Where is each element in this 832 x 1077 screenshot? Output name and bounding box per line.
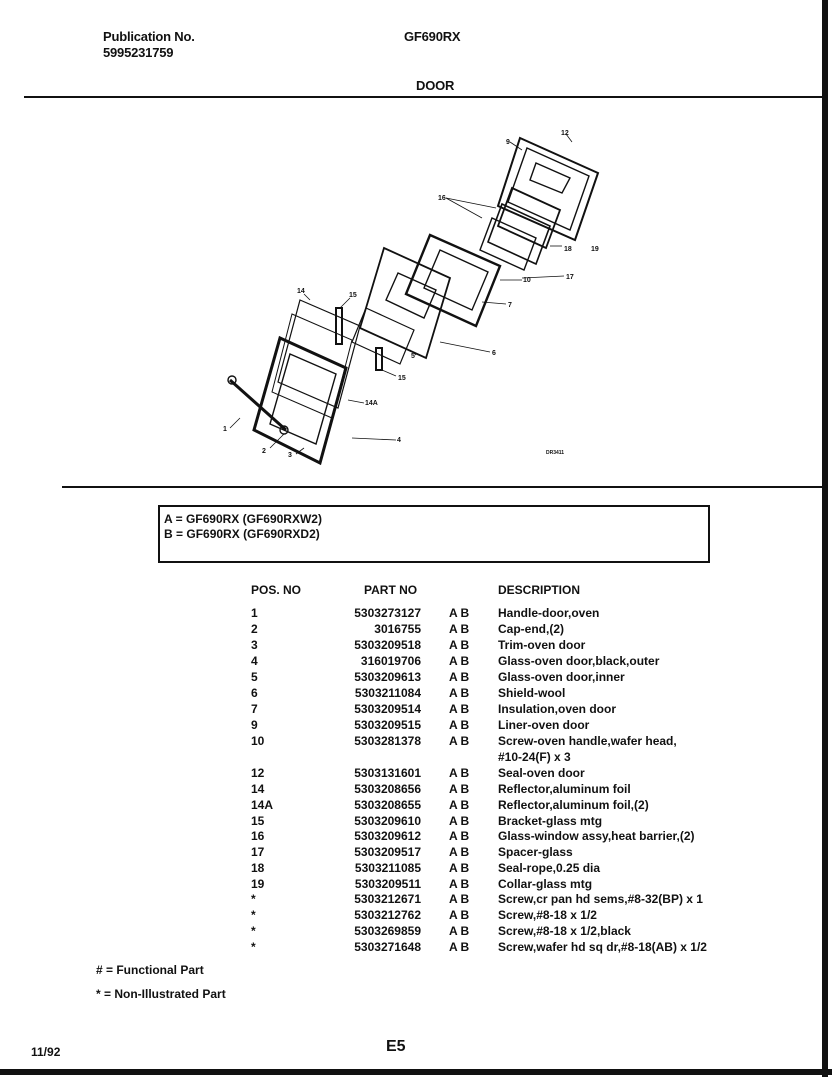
- table-row: [0, 686, 832, 702]
- table-row: [0, 766, 832, 782]
- bracket-glass-mtg-part: [336, 308, 382, 370]
- model-cell: A B: [449, 829, 470, 843]
- pos-cell: 10: [251, 734, 265, 748]
- pos-cell: 14A: [251, 798, 274, 812]
- model-cell: A B: [449, 654, 470, 668]
- callout-2: 2: [262, 448, 266, 455]
- table-row: [0, 892, 832, 908]
- description-cell: Seal-oven door: [498, 766, 585, 780]
- pos-cell: 6: [251, 686, 258, 700]
- model-cell: A B: [449, 814, 470, 828]
- part-cell: 5303131601: [354, 766, 421, 780]
- description-cell: Glass-oven door,black,outer: [498, 654, 660, 668]
- pos-cell: 17: [251, 845, 265, 859]
- model-cell: A B: [449, 686, 470, 700]
- table-row: [0, 718, 832, 734]
- pos-cell: 2: [251, 622, 258, 636]
- part-cell: 5303209517: [354, 845, 421, 859]
- column-header-part: PART NO: [364, 583, 418, 597]
- description-cell: Screw,#8-18 x 1/2: [498, 908, 597, 922]
- table-row: [0, 924, 832, 940]
- model-cell: A B: [449, 622, 470, 636]
- model-cell: A B: [449, 766, 470, 780]
- callout-18: 18: [564, 246, 572, 253]
- part-cell: 5303208656: [354, 782, 421, 796]
- description-cell: Screw-oven handle,wafer head,: [498, 734, 677, 748]
- description-cell: Handle-door,oven: [498, 606, 600, 620]
- liner-oven-door-part: [406, 235, 500, 326]
- functional-part-note: # = Functional Part: [96, 963, 204, 977]
- part-cell: 5303209511: [354, 877, 421, 891]
- model-cell: A B: [449, 877, 470, 891]
- callout-7: 7: [508, 302, 512, 309]
- part-cell: 5303271648: [354, 940, 421, 954]
- part-cell: 5303281378: [354, 734, 421, 748]
- table-row: [0, 877, 832, 893]
- model-key: B: [164, 527, 173, 541]
- pos-cell: 19: [251, 877, 265, 891]
- table-row: [0, 940, 832, 956]
- callout-12: 12: [561, 130, 569, 137]
- model-cell: A B: [449, 718, 470, 732]
- page-number: E5: [386, 1038, 406, 1055]
- model-legend-b: [164, 527, 320, 541]
- callout-6: 6: [492, 350, 496, 357]
- callout-3: 3: [288, 452, 292, 459]
- callout-15-bottom: 15: [398, 375, 406, 382]
- callout-16: 16: [438, 195, 446, 202]
- callout-10: 10: [523, 277, 531, 284]
- pos-cell: 15: [251, 814, 265, 828]
- callout-leaders: [230, 134, 572, 454]
- model-cell: A B: [449, 798, 470, 812]
- header-rule: [24, 96, 822, 98]
- model-cell: A B: [449, 606, 470, 620]
- description-cell: Liner-oven door: [498, 718, 590, 732]
- model-cell: A B: [449, 861, 470, 875]
- description-cell: Screw,#8-18 x 1/2,black: [498, 924, 631, 938]
- pos-cell: 5: [251, 670, 258, 684]
- trim-outer-glass-part: [254, 338, 346, 463]
- section-title: DOOR: [416, 78, 455, 93]
- model-cell: A B: [449, 782, 470, 796]
- model-text: GF690RX (GF690RXD2): [186, 527, 320, 541]
- table-row: [0, 670, 832, 686]
- part-cell: 5303209610: [354, 814, 421, 828]
- description-cell: Seal-rope,0.25 dia: [498, 861, 601, 875]
- part-cell: 5303208655: [354, 798, 421, 812]
- insulation-oven-door-part: [360, 248, 450, 358]
- table-row: [0, 638, 832, 654]
- description-cell: Collar-glass mtg: [498, 877, 593, 891]
- part-cell: 316019706: [360, 654, 421, 668]
- model-cell: A B: [449, 892, 470, 906]
- table-row: [0, 908, 832, 924]
- model-key: A: [164, 512, 173, 526]
- pos-cell: 7: [251, 702, 258, 716]
- part-cell: 5303209613: [354, 670, 421, 684]
- callout-15-top: 15: [349, 292, 357, 299]
- table-row: [0, 702, 832, 718]
- model-cell: A B: [449, 702, 470, 716]
- exploded-door-diagram: [200, 118, 620, 468]
- description-cell: Screw,wafer hd sq dr,#8-18(AB) x 1/2: [498, 940, 707, 954]
- pos-cell: *: [251, 908, 256, 922]
- column-header-description: DESCRIPTION: [498, 583, 581, 597]
- description-cell: Insulation,oven door: [498, 702, 617, 716]
- part-cell: 5303211084: [354, 686, 421, 700]
- callout-17: 17: [566, 274, 574, 281]
- pos-cell: 14: [251, 782, 265, 796]
- part-cell: 5303209612: [354, 829, 421, 843]
- pos-cell: 4: [251, 654, 258, 668]
- part-cell: 3016755: [374, 622, 421, 636]
- part-cell: 5303209515: [354, 718, 421, 732]
- pos-cell: 18: [251, 861, 265, 875]
- model-cell: A B: [449, 924, 470, 938]
- pos-cell: *: [251, 892, 256, 906]
- section-rule: [62, 486, 822, 488]
- part-cell: 5303209514: [354, 702, 421, 716]
- callout-14: 14: [297, 288, 305, 295]
- model-text: GF690RX (GF690RXW2): [185, 512, 322, 526]
- model-cell: A B: [449, 638, 470, 652]
- description-cell: Glass-window assy,heat barrier,(2): [498, 829, 695, 843]
- table-row: [0, 798, 832, 814]
- pos-cell: 1: [251, 606, 258, 620]
- model-separator: =: [176, 527, 184, 541]
- diagram-code: DR3411: [546, 450, 565, 456]
- callout-4: 4: [397, 437, 401, 444]
- footer-date: 11/92: [31, 1045, 61, 1059]
- description-cell: Spacer-glass: [498, 845, 573, 859]
- table-row: [0, 654, 832, 670]
- callout-19: 19: [591, 246, 599, 253]
- column-header-pos: POS. NO: [251, 583, 302, 597]
- pos-cell: *: [251, 940, 256, 954]
- callout-9: 9: [506, 139, 510, 146]
- model-cell: A B: [449, 908, 470, 922]
- description-cell: Screw,cr pan hd sems,#8-32(BP) x 1: [498, 892, 703, 906]
- non-illustrated-part-note: * = Non-Illustrated Part: [96, 987, 226, 1001]
- part-cell: 5303209518: [354, 638, 421, 652]
- model-cell: A B: [449, 670, 470, 684]
- callout-1: 1: [223, 426, 227, 433]
- reflector-foil-part: [272, 300, 360, 418]
- pos-cell: 12: [251, 766, 265, 780]
- pos-cell: 3: [251, 638, 258, 652]
- description-cell: Trim-oven door: [498, 638, 586, 652]
- model-cell: A B: [449, 734, 470, 748]
- description-cell: Bracket-glass mtg: [498, 814, 603, 828]
- model-separator: =: [175, 512, 183, 526]
- model-legend-box: [158, 505, 710, 563]
- part-cell: 5303211085: [354, 861, 421, 875]
- table-row: [0, 782, 832, 798]
- pos-cell: 9: [251, 718, 258, 732]
- part-cell: 5303273127: [354, 606, 421, 620]
- model-title: GF690RX: [404, 29, 461, 44]
- table-row: [0, 845, 832, 861]
- model-legend-a: [164, 512, 322, 526]
- publication-number: 5995231759: [103, 45, 174, 60]
- model-cell: A B: [449, 940, 470, 954]
- description-cell: Reflector,aluminum foil,(2): [498, 798, 649, 812]
- description-cell-continued: #10-24(F) x 3: [498, 750, 571, 764]
- table-row: [0, 829, 832, 845]
- table-row: [0, 734, 832, 766]
- callout-5: 5: [411, 353, 415, 360]
- publication-label: Publication No.: [103, 29, 195, 44]
- page-border-bottom: [0, 1069, 832, 1075]
- callout-14a: 14A: [365, 400, 378, 407]
- part-cell: 5303212671: [354, 892, 421, 906]
- pos-cell: 16: [251, 829, 265, 843]
- description-cell: Glass-oven door,inner: [498, 670, 625, 684]
- description-cell: Shield-wool: [498, 686, 566, 700]
- table-row: [0, 861, 832, 877]
- part-cell: 5303212762: [354, 908, 421, 922]
- model-cell: A B: [449, 845, 470, 859]
- description-cell: Reflector,aluminum foil: [498, 782, 631, 796]
- table-row: [0, 606, 832, 622]
- part-cell: 5303269859: [354, 924, 421, 938]
- table-row: [0, 814, 832, 830]
- callout-labels: [223, 130, 599, 459]
- handle-oven-part: [228, 376, 288, 434]
- pos-cell: *: [251, 924, 256, 938]
- table-row: [0, 622, 832, 638]
- description-cell: Cap-end,(2): [498, 622, 564, 636]
